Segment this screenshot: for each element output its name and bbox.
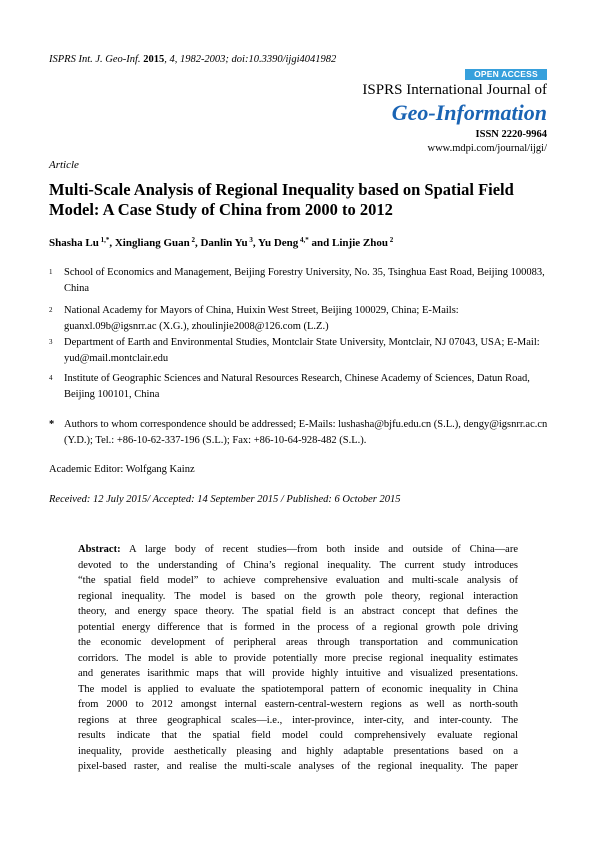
affiliation-text: Institute of Geographic Sciences and Natural Resources Research, Chinese Academy of Sciences, Datun Road, Beijing 100101, China: [64, 373, 530, 400]
abstract-line: [78, 542, 518, 558]
correspondence-note: [49, 417, 559, 448]
affiliation-4: [49, 371, 549, 402]
journal-url[interactable]: www.mdpi.com/journal/ijgi/: [427, 143, 547, 154]
author-affiliation-mark: 4,*: [298, 236, 309, 244]
abstract-text: corridors. The model is able to provide potentially more precise regional inequality estimates: [78, 652, 518, 664]
abstract-text: “the spatial field model” to achieve comprehensive evaluation and multi-scale analysis of: [78, 575, 518, 586]
article-type: Article: [49, 159, 79, 171]
abstract-text: the economic development of peripheral areas through transportation and communication: [78, 637, 518, 648]
abstract-text: inequality, provide aesthetically pleasing and highly adaptable presentations based on a: [78, 745, 518, 757]
academic-editor: Academic Editor: Wolfgang Kainz: [49, 464, 195, 475]
abstract-text: and generates isarithmic maps that will provide highly intuitive and visualized presentations.: [78, 668, 518, 679]
abstract-line: [78, 682, 518, 698]
author-affiliation-mark: 1,*: [98, 236, 110, 244]
abstract-text: devoted to the understanding of China’s regional inequality. The current study introduces: [78, 559, 518, 571]
abstract-text: potential energy difference that is formed in the process of a regional growth pole driving: [78, 621, 518, 633]
affiliation-number: 2: [49, 306, 53, 314]
correspondence-star: *: [49, 419, 55, 430]
author-affiliation-mark: 2: [189, 236, 195, 244]
author-name: Shasha Lu: [49, 237, 99, 249]
affiliation-text: School of Economics and Management, Beijing Forestry University, No. 35, Tsinghua East Road, Beijing 100083, China: [64, 267, 545, 294]
abstract-line: [78, 635, 518, 651]
citation-rest: , 4, 1982-2003; doi:10.3390/ijgi4041982: [164, 54, 337, 65]
abstract-line: [78, 651, 518, 667]
citation-line: [49, 54, 336, 65]
author-list: Shasha Lu $^{1,*}$, Xingliang Guan $^2$, Danlin Yu $^3$, Yu Deng $^{4,*}$ and Linjie Zhou $^2$: [49, 236, 394, 249]
abstract-text: The model is applied to evaluate the spatiotemporal pattern of economic inequality in China: [78, 683, 518, 695]
author-name: Linjie Zhou: [332, 237, 388, 249]
journal-name-line1: ISPRS International Journal of: [362, 82, 547, 98]
citation-journal: ISPRS Int. J. Geo-Inf.: [49, 54, 141, 65]
abstract-line: [78, 573, 518, 589]
affiliation-number: 1: [49, 268, 53, 276]
article-title: Multi-Scale Analysis of Regional Inequality based on Spatial Field Model: A Case Study of China from 2000 to 2012: [49, 180, 514, 219]
abstract-line: [78, 759, 518, 775]
author-name: Yu Deng: [258, 237, 299, 249]
abstract-text: pixel-based raster, and realise the multi-scale analyses of the regional inequality. The paper: [78, 761, 518, 772]
author-name: Danlin Yu: [200, 237, 248, 249]
abstract-text: regional inequality. The model is based on the growth pole theory, regional interaction: [78, 590, 518, 602]
abstract-line: [78, 697, 518, 713]
affiliation-2: [49, 303, 549, 334]
citation-year: 2015: [143, 54, 165, 65]
issn: ISSN 2220-9964: [475, 129, 547, 140]
abstract-line: [78, 744, 518, 760]
affiliation-3: [49, 335, 549, 366]
affiliation-1: [49, 265, 549, 296]
abstract-line: [78, 666, 518, 682]
abstract-line: [78, 589, 518, 605]
journal-name-line2: Geo-Information: [391, 100, 547, 125]
abstract: [78, 542, 518, 775]
abstract-text: theory, and energy space theory. The spatial field is an abstract concept that defines the: [78, 606, 518, 617]
author-affiliation-mark: 2: [387, 236, 394, 244]
abstract-label: Abstract:: [78, 544, 121, 555]
affiliation-text: Department of Earth and Environmental Studies, Montclair State University, Montclair, NJ 07043, USA; E-Mail: yud@mail.montclair.edu: [64, 337, 540, 364]
abstract-line: [78, 604, 518, 620]
abstract-line: [78, 620, 518, 636]
abstract-text: results indicate that the spatial field model could comprehensively evaluate regional: [78, 730, 518, 741]
abstract-text: A large body of recent studies—from both inside and outside of China—are: [120, 544, 518, 555]
author-affiliation-mark: 3: [247, 236, 253, 244]
abstract-line: [78, 558, 518, 574]
abstract-line: [78, 713, 518, 729]
affiliation-text: National Academy for Mayors of China, Huixin West Street, Beijing 100029, China; E-Mails: guanxl.09b@igsnrr.ac (X.G.), zhoulinjie2008@126.com (L.Z.): [64, 305, 459, 332]
abstract-text: from 2000 to 2012 amongst internal eastern-central-western regions as well as north-south: [78, 699, 518, 710]
publication-dates: Received: 12 July 2015/ Accepted: 14 September 2015 / Published: 6 October 2015: [49, 494, 401, 505]
affiliation-number: 4: [49, 374, 53, 382]
abstract-text: regions at three geographical scales—i.e., inter-province, inter-city, and inter-county. The: [78, 714, 518, 726]
open-access-badge: OPEN ACCESS: [465, 69, 547, 80]
affiliation-number: 3: [49, 338, 53, 346]
correspondence-text: Authors to whom correspondence should be addressed; E-Mails: lushasha@bjfu.edu.cn (S.L.), dengy@igsnrr.ac.cn (Y.D.); Tel.: +86-10-62-337-196 (S.L.); Fax: +86-10-64-928-482 (S.L.).: [64, 419, 548, 446]
author-name: Xingliang Guan: [114, 237, 190, 249]
abstract-line: [78, 728, 518, 744]
